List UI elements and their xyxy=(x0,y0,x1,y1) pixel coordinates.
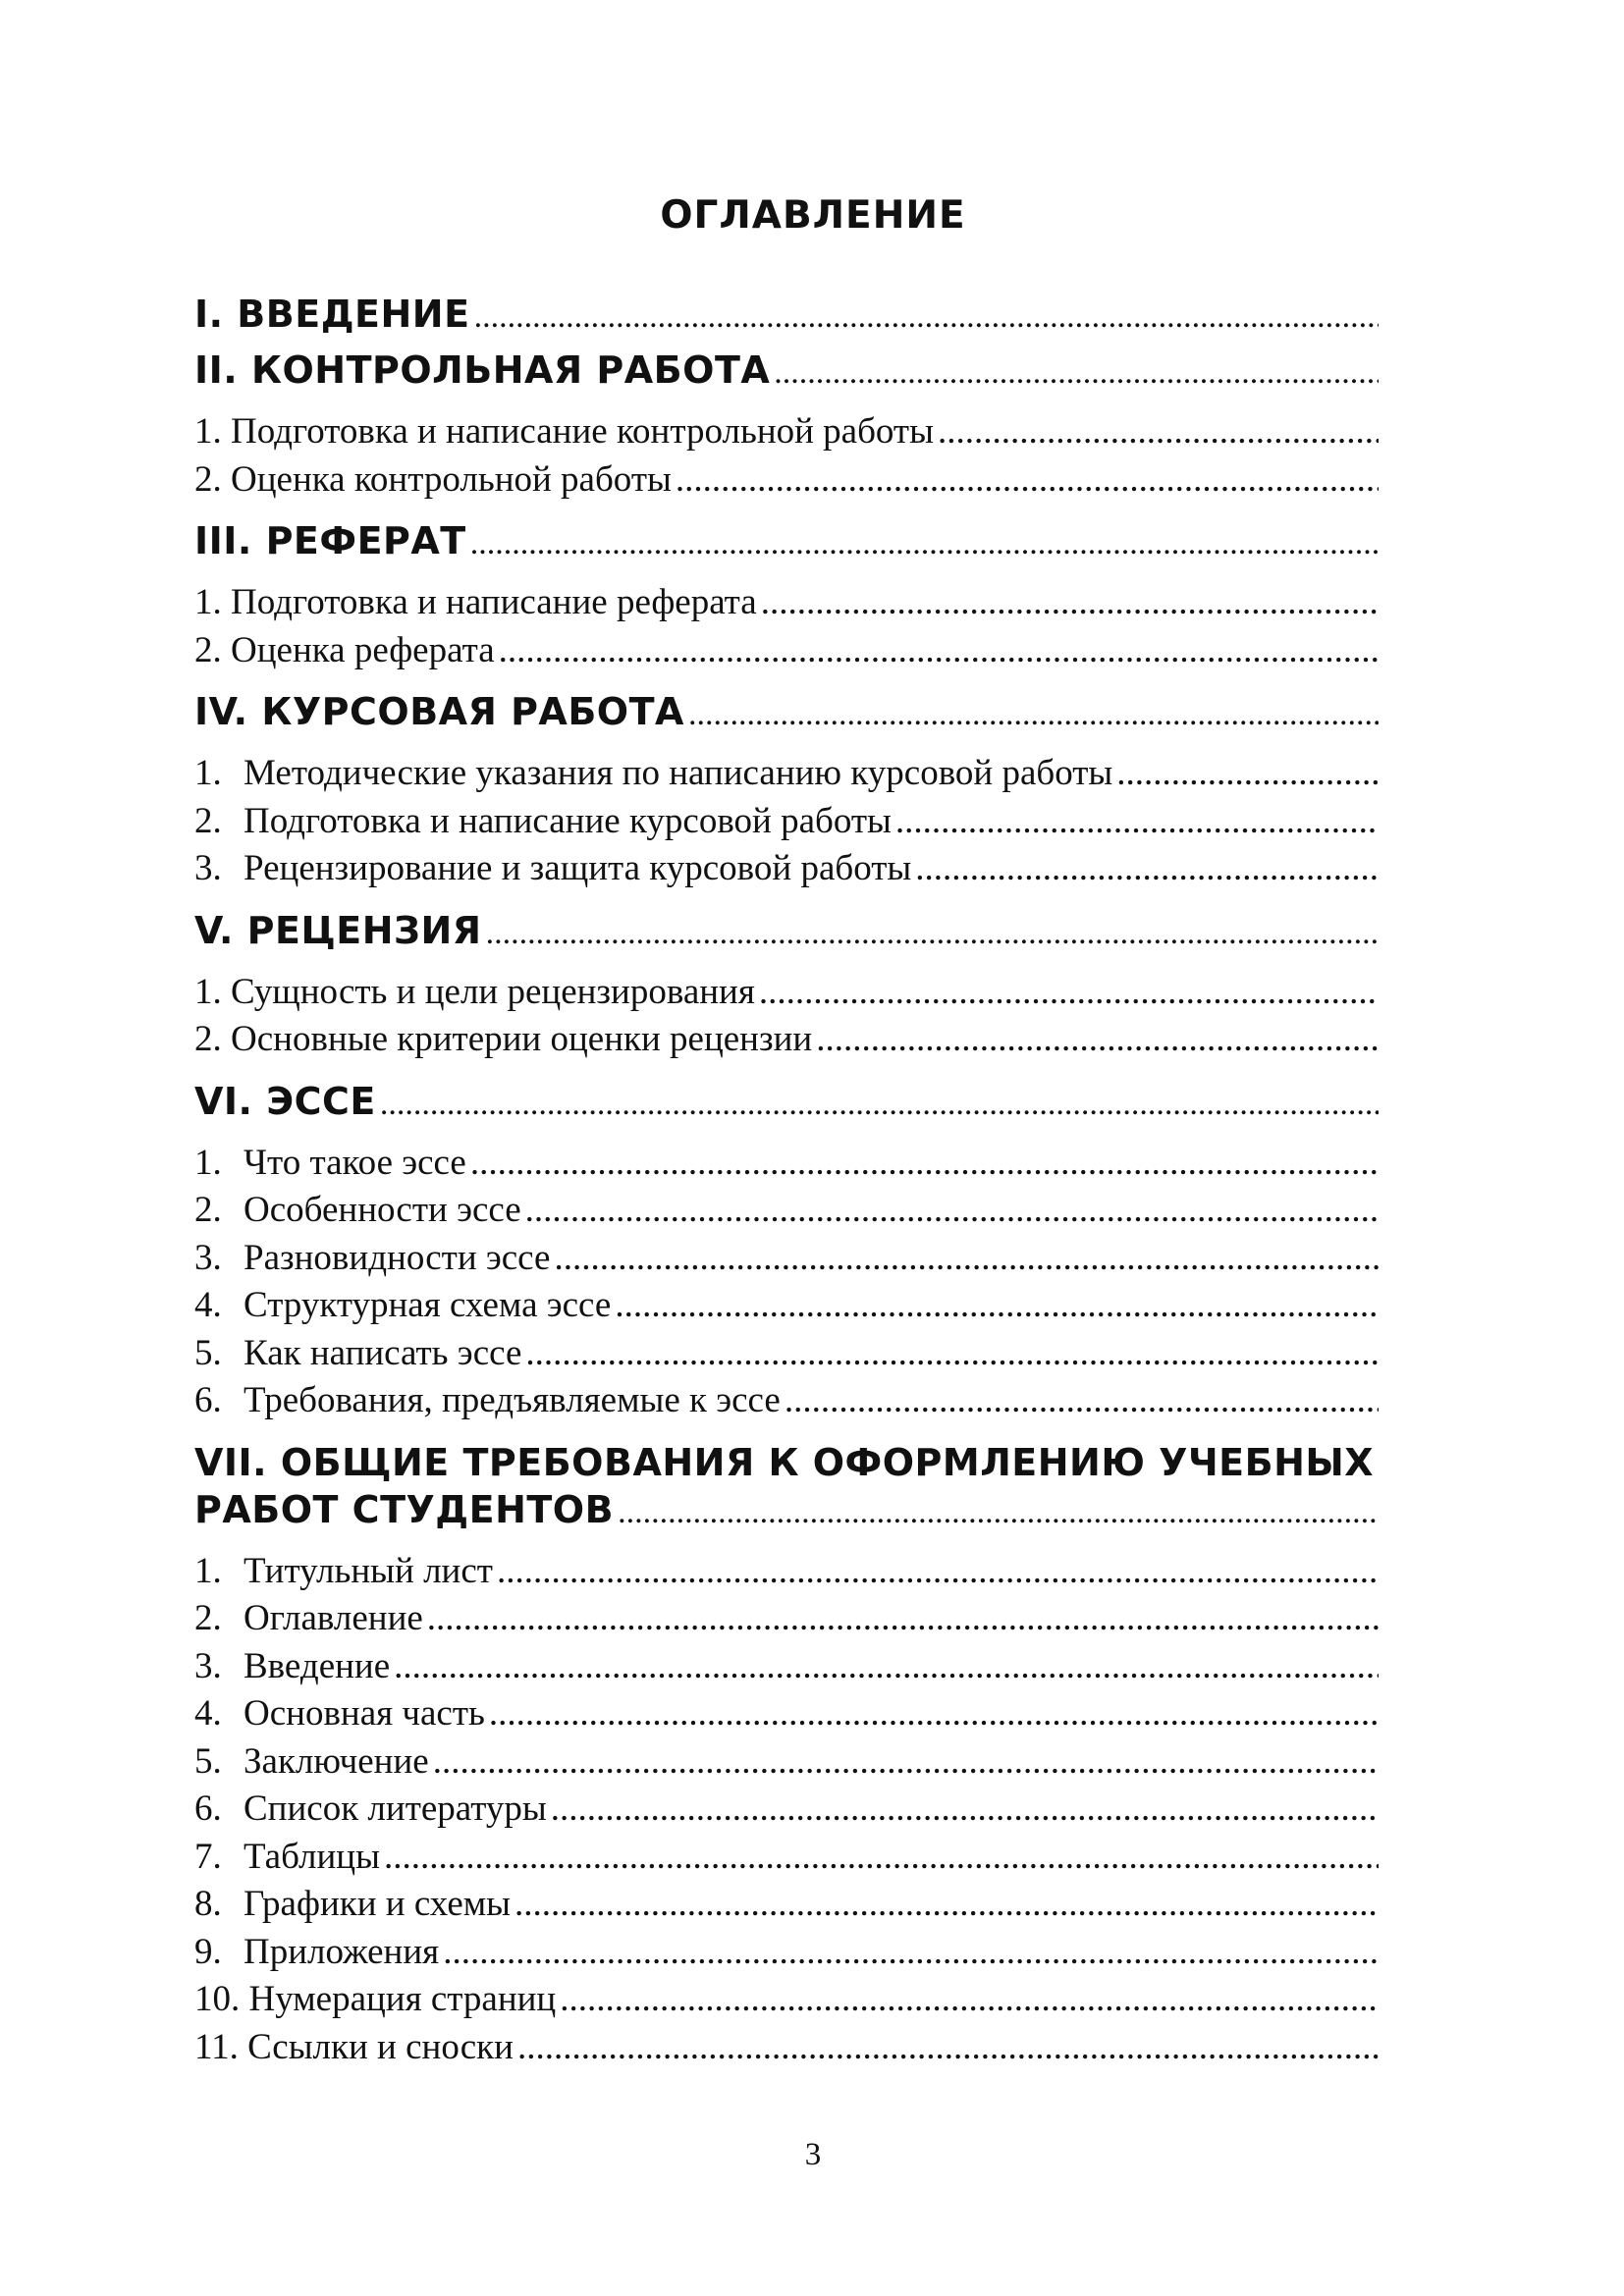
toc-item[interactable] xyxy=(194,1929,1379,1977)
item-number: 6. xyxy=(194,1789,222,1829)
dot-leader xyxy=(380,1081,1379,1128)
item-number: 2. xyxy=(194,629,222,670)
item-text: Графики и схемы xyxy=(244,1884,512,1924)
dot-leader xyxy=(560,1976,1379,2024)
dot-leader xyxy=(470,520,1379,567)
item-text: Введение xyxy=(244,1645,391,1686)
toc-item[interactable] xyxy=(194,1881,1379,1929)
toc-item[interactable] xyxy=(194,1377,1379,1425)
dot-leader xyxy=(676,456,1379,505)
item-number: 1. xyxy=(194,411,222,452)
item-number: 10. xyxy=(194,1979,241,2019)
item-text: Как написать эссе xyxy=(244,1332,522,1373)
toc-item[interactable] xyxy=(194,1834,1379,1882)
item-number: 7. xyxy=(194,1836,222,1877)
item-number: 6. xyxy=(194,1380,222,1420)
toc-section-coursework[interactable] xyxy=(194,688,1379,738)
dot-leader xyxy=(915,845,1379,893)
section-heading: IV. КУРСОВАЯ РАБОТА xyxy=(194,690,684,733)
dot-leader xyxy=(514,1881,1379,1929)
item-text: Таблицы xyxy=(244,1836,380,1877)
toc-section-introduction[interactable] xyxy=(194,291,1379,341)
item-text: Рецензирование и защита курсовой работы xyxy=(244,848,912,888)
section-heading: I. ВВЕДЕНИЕ xyxy=(194,293,470,336)
toc-item[interactable] xyxy=(194,408,1379,456)
dot-leader xyxy=(785,1377,1379,1425)
item-text: Оценка реферата xyxy=(231,629,495,670)
toc-section-essay-report[interactable] xyxy=(194,517,1379,567)
item-text: Особенности эссе xyxy=(244,1190,521,1230)
item-text: Нумерация страниц xyxy=(248,1979,557,2019)
item-number: 11. xyxy=(194,2026,239,2067)
toc-item[interactable] xyxy=(194,1140,1379,1188)
item-number: 1. xyxy=(194,1550,222,1591)
item-text: Структурная схема эссе xyxy=(244,1285,612,1325)
dot-leader xyxy=(816,1016,1379,1064)
item-text: Оглавление xyxy=(244,1598,423,1638)
toc-item[interactable] xyxy=(194,1976,1379,2024)
toc-item[interactable] xyxy=(194,579,1379,627)
item-number: 1. xyxy=(194,582,222,622)
toc-item[interactable] xyxy=(194,1330,1379,1378)
item-text: Подготовка и написание реферата xyxy=(231,582,757,622)
section-heading: V. РЕЦЕНЗИЯ xyxy=(194,908,482,952)
toc-item[interactable] xyxy=(194,750,1379,798)
dot-leader xyxy=(517,2024,1379,2072)
section-heading: II. КОНТРОЛЬНАЯ РАБОТА xyxy=(194,348,771,392)
item-number: 8. xyxy=(194,1884,222,1924)
item-number: 2. xyxy=(194,1019,222,1059)
item-number: 1. xyxy=(194,1142,222,1183)
dot-leader xyxy=(433,1738,1379,1787)
dot-leader xyxy=(525,1330,1379,1378)
dot-leader xyxy=(688,691,1379,738)
item-number: 3. xyxy=(194,848,222,888)
toc-section-review[interactable] xyxy=(194,907,1379,957)
toc-title: ОГЛАВЛЕНИЕ xyxy=(660,193,966,238)
dot-leader xyxy=(470,1140,1379,1188)
item-text: Приложения xyxy=(244,1931,440,1972)
item-text: Требования, предъявляемые к эссе xyxy=(244,1380,781,1420)
item-text: Сущность и цели рецензирования xyxy=(231,971,755,1012)
dot-leader xyxy=(394,1643,1379,1691)
item-text: Список литературы xyxy=(244,1789,547,1829)
item-number: 5. xyxy=(194,1740,222,1782)
item-number: 4. xyxy=(194,1285,222,1325)
toc-item[interactable] xyxy=(194,1690,1379,1738)
section-heading-line1: VII. ОБЩИЕ ТРЕБОВАНИЯ К ОФОРМЛЕНИЮ УЧЕБНЫХ xyxy=(194,1440,1375,1484)
toc-item[interactable] xyxy=(194,845,1379,893)
item-text: Методические указания по написанию курсовой работы xyxy=(244,753,1113,793)
section-heading-line2-row xyxy=(194,1486,1379,1536)
page-number: 3 xyxy=(804,2137,822,2172)
dot-leader xyxy=(443,1929,1379,1977)
dot-leader xyxy=(761,579,1379,627)
section-heading: III. РЕФЕРАТ xyxy=(194,519,466,562)
toc-item[interactable] xyxy=(194,2024,1379,2072)
item-text: Разновидности эссе xyxy=(244,1237,551,1278)
toc-subsection-list xyxy=(194,750,1379,893)
item-text: Подготовка и написание курсовой работы xyxy=(244,800,892,841)
item-text: Основные критерии оценки рецензии xyxy=(231,1019,813,1059)
toc-item[interactable] xyxy=(194,627,1379,675)
dot-leader xyxy=(938,408,1379,456)
item-number: 3. xyxy=(194,1645,222,1686)
item-number: 1. xyxy=(194,753,222,793)
item-number: 5. xyxy=(194,1332,222,1373)
item-number: 2. xyxy=(194,1598,222,1638)
section-heading-line2: РАБОТ СТУДЕНТОВ xyxy=(194,1487,615,1531)
dot-leader xyxy=(489,1690,1379,1738)
dot-leader xyxy=(615,1282,1379,1330)
toc-subsection-list xyxy=(194,1548,1379,2072)
table-of-contents xyxy=(194,291,1379,2071)
toc-item[interactable] xyxy=(194,1187,1379,1235)
dot-leader xyxy=(427,1595,1379,1643)
dot-leader xyxy=(497,1548,1379,1596)
toc-section-essay[interactable] xyxy=(194,1078,1379,1128)
toc-item[interactable] xyxy=(194,456,1379,505)
item-text: Основная часть xyxy=(244,1693,485,1734)
item-number: 1. xyxy=(194,971,222,1012)
dot-leader xyxy=(759,969,1379,1017)
dot-leader xyxy=(618,1489,1379,1536)
toc-section-formatting-requirements[interactable] xyxy=(194,1439,1379,1536)
dot-leader xyxy=(486,910,1379,957)
toc-item[interactable] xyxy=(194,1595,1379,1643)
item-text: Оценка контрольной работы xyxy=(231,458,672,500)
item-number: 4. xyxy=(194,1693,222,1734)
item-number: 2. xyxy=(194,458,222,500)
dot-leader xyxy=(525,1187,1379,1235)
dot-leader xyxy=(1116,750,1379,798)
toc-item[interactable] xyxy=(194,969,1379,1017)
item-text: Ссылки и сноски xyxy=(247,2026,514,2067)
dot-leader xyxy=(384,1834,1379,1882)
item-text: Что такое эссе xyxy=(244,1142,466,1183)
item-number: 3. xyxy=(194,1237,222,1278)
item-number: 2. xyxy=(194,800,222,841)
toc-item[interactable] xyxy=(194,1235,1379,1283)
dot-leader xyxy=(499,627,1379,675)
toc-item[interactable] xyxy=(194,798,1379,846)
dot-leader xyxy=(551,1786,1379,1834)
dot-leader xyxy=(554,1235,1379,1283)
dot-leader xyxy=(895,798,1379,846)
item-text: Титульный лист xyxy=(244,1550,493,1591)
toc-section-control-work[interactable] xyxy=(194,347,1379,397)
toc-item[interactable] xyxy=(194,1643,1379,1691)
toc-subsection-list xyxy=(194,579,1379,674)
item-number: 2. xyxy=(194,1190,222,1230)
toc-subsection-list xyxy=(194,408,1379,504)
toc-item[interactable] xyxy=(194,1548,1379,1596)
toc-item[interactable] xyxy=(194,1016,1379,1064)
toc-subsection-list xyxy=(194,1140,1379,1425)
item-text: Заключение xyxy=(244,1740,429,1782)
dot-leader xyxy=(774,349,1379,397)
toc-subsection-list xyxy=(194,969,1379,1064)
section-heading: VI. ЭССЕ xyxy=(194,1079,376,1123)
toc-item[interactable] xyxy=(194,1786,1379,1834)
toc-item[interactable] xyxy=(194,1282,1379,1330)
item-number: 9. xyxy=(194,1931,222,1972)
toc-item[interactable] xyxy=(194,1738,1379,1787)
dot-leader xyxy=(474,294,1379,341)
item-text: Подготовка и написание контрольной работы xyxy=(231,411,934,452)
